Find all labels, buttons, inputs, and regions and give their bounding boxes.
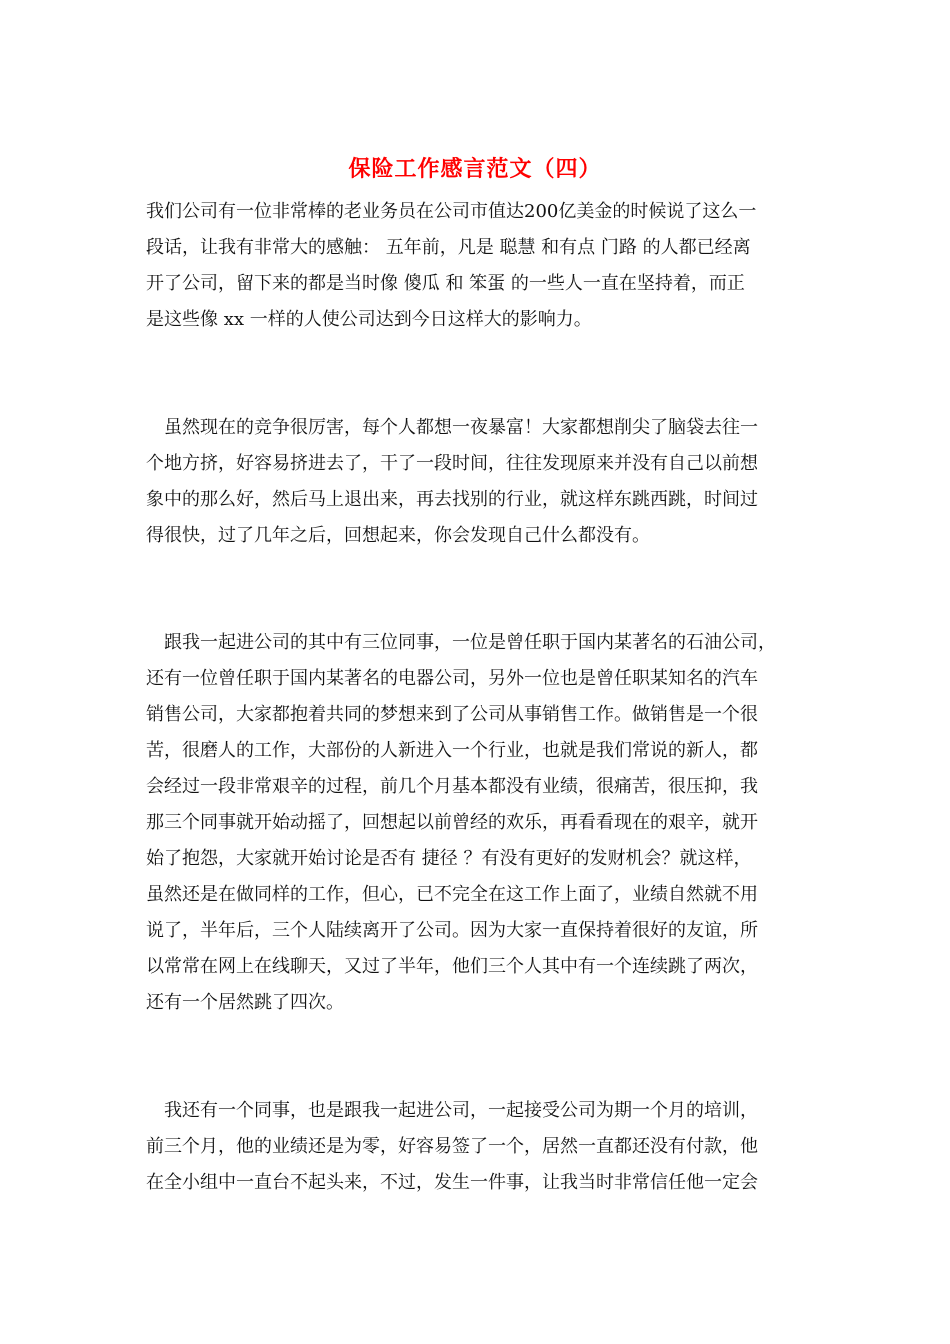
paragraph-3-line-5: 会经过一段非常艰辛的过程，前几个月基本都没有业绩，很痛苦，很压抑，我 bbox=[146, 776, 758, 797]
paragraph-4-line-3: 在全小组中一直台不起头来，不过，发生一件事，让我当时非常信任他一定会 bbox=[146, 1172, 758, 1193]
paragraph-3-line-1: 跟我一起进公司的其中有三位同事，一位是曾任职于国内某著名的石油公司， bbox=[146, 632, 776, 653]
paragraph-3-line-6: 那三个同事就开始动摇了，回想起以前曾经的欢乐，再看看现在的艰辛，就开 bbox=[146, 812, 758, 833]
paragraph-3-line-7: 始了抱怨，大家就开始讨论是否有 捷径 ？有没有更好的发财机会？就这样， bbox=[146, 848, 752, 869]
paragraph-2-line-1: 虽然现在的竞争很厉害，每个人都想一夜暴富！大家都想削尖了脑袋去往一 bbox=[146, 417, 758, 438]
paragraph-2-line-2: 个地方挤，好容易挤进去了，干了一段时间，往往发现原来并没有自己以前想 bbox=[146, 453, 758, 474]
paragraph-1-line-2: 段话，让我有非常大的感触： 五年前，凡是 聪慧 和有点 门路 的人都已经离 bbox=[146, 237, 751, 258]
paragraph-3-line-10: 以常常在网上在线聊天，又过了半年，他们三个人其中有一个连续跳了两次， bbox=[146, 956, 758, 977]
paragraph-3-line-2: 还有一位曾任职于国内某著名的电器公司，另外一位也是曾任职某知名的汽车 bbox=[146, 668, 758, 689]
paragraph-1-line-1: 我们公司有一位非常棒的老业务员在公司市值达200亿美金的时候说了这么一 bbox=[146, 201, 757, 222]
paragraph-1-line-3: 开了公司，留下来的都是当时像 傻瓜 和 笨蛋 的一些人一直在坚持着，而正 bbox=[146, 273, 745, 294]
paragraph-1-line-4: 是这些像 xx 一样的人使公司达到今日这样大的影响力。 bbox=[146, 309, 592, 330]
paragraph-3-line-9: 说了，半年后，三个人陆续离开了公司。因为大家一直保持着很好的友谊，所 bbox=[146, 920, 758, 941]
paragraph-4-line-2: 前三个月，他的业绩还是为零，好容易签了一个，居然一直都还没有付款，他 bbox=[146, 1136, 758, 1157]
paragraph-4-line-1: 我还有一个同事，也是跟我一起进公司，一起接受公司为期一个月的培训， bbox=[146, 1100, 758, 1121]
paragraph-2-line-3: 象中的那么好，然后马上退出来，再去找别的行业，就这样东跳西跳，时间过 bbox=[146, 489, 758, 510]
paragraph-2-line-4: 得很快，过了几年之后，回想起来，你会发现自己什么都没有。 bbox=[146, 525, 650, 546]
document-title: 保险工作感言范文（四） bbox=[348, 156, 602, 182]
paragraph-3-line-4: 苦，很磨人的工作，大部份的人新进入一个行业，也就是我们常说的新人，都 bbox=[146, 740, 758, 761]
paragraph-3-line-11: 还有一个居然跳了四次。 bbox=[146, 992, 344, 1013]
paragraph-3-line-8: 虽然还是在做同样的工作，但心，已不完全在这工作上面了，业绩自然就不用 bbox=[146, 884, 758, 905]
paragraph-3-line-3: 销售公司，大家都抱着共同的梦想来到了公司从事销售工作。做销售是一个很 bbox=[146, 704, 758, 725]
